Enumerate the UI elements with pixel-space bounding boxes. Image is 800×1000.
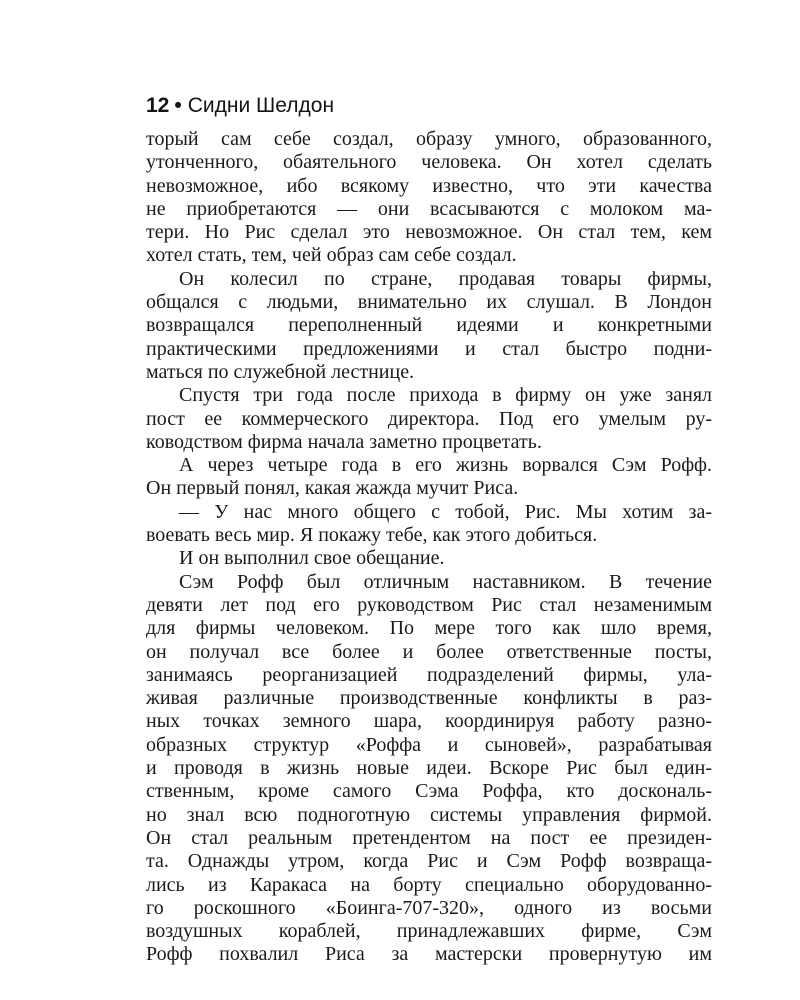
text-line: невозможное, ибо всякому известно, что эти качества: [146, 174, 712, 197]
text-line: Он колесил по стране, продавая товары фирмы,: [179, 267, 712, 290]
text-line: торый сам себе создал, образу умного, образованного,: [146, 128, 712, 150]
text-line: возвращался переполненный идеями и конкретными: [146, 314, 712, 337]
text-line: Рофф похвалил Риса за мастерски провернутую им: [146, 943, 712, 966]
text-line: утонченного, обаятельного человека. Он хотел сделать: [146, 151, 712, 174]
text-line: он получал все более и более ответственные посты,: [146, 640, 712, 663]
text-line: общался с людьми, внимательно их слушал. В Лондон: [146, 291, 712, 314]
text-line: воздушных кораблей, принадлежавших фирме, Сэм: [146, 920, 712, 943]
text-line: образных структур «Роффа и сыновей», разрабатывая: [146, 733, 712, 756]
text-line: пост ее коммерческого директора. Под его умелым ру-: [146, 407, 712, 430]
text-line: хотел стать, тем, чей образ сам себе создал.: [146, 244, 517, 267]
paragraph: [146, 501, 712, 548]
body-text: [146, 128, 712, 967]
running-head: [146, 92, 334, 120]
text-line: но знал всю подноготную системы управления фирмой.: [146, 803, 712, 826]
text-line: лись из Каракаса на борту специально оборудованно-: [146, 873, 712, 896]
text-line: Сэм Рофф был отличным наставником. В течение: [179, 570, 712, 593]
text-line: не приобретаются — они всасываются с молоком ма-: [146, 197, 712, 220]
author-name: Сидни Шелдон: [187, 94, 335, 117]
text-line: Спустя три года после прихода в фирму он уже занял: [179, 384, 712, 407]
text-line: ных точках земного шара, координируя работу разно-: [146, 710, 712, 733]
text-line: занимаясь реорганизацией подразделений фирмы, ула-: [146, 663, 712, 686]
text-line: ственным, кроме самого Сэма Роффа, кто доскональ-: [146, 780, 712, 803]
text-line: Он стал реальным претендентом на пост ее президен-: [146, 826, 712, 849]
text-line: Он первый понял, какая жажда мучит Риса.: [146, 477, 519, 500]
text-line: та. Однажды утром, когда Рис и Сэм Рофф возвраща-: [146, 850, 712, 873]
paragraph: [146, 454, 712, 501]
paragraph: [146, 384, 712, 454]
paragraph: [146, 128, 712, 268]
text-line: маться по служебной лестнице.: [146, 360, 415, 383]
paragraph: [146, 571, 712, 967]
paragraph: [146, 268, 712, 384]
header-separator: •: [174, 94, 182, 117]
text-line: ководством фирма начала заметно процветать.: [146, 430, 542, 453]
text-line: живая различные производственные конфликты в раз-: [146, 687, 712, 710]
text-line: И он выполнил свое обещание.: [179, 547, 445, 570]
text-line: для фирмы человеком. По мере того как шло время,: [146, 617, 712, 640]
text-line: — У нас много общего с тобой, Рис. Мы хотим за-: [179, 500, 712, 523]
text-line: практическими предложениями и стал быстро подни-: [146, 337, 712, 360]
page-number: 12: [146, 94, 170, 117]
paragraph: [146, 547, 712, 570]
text-line: воевать весь мир. Я покажу тебе, как этого добиться.: [146, 524, 598, 547]
text-line: тери. Но Рис сделал это невозможное. Он стал тем, кем: [146, 221, 712, 244]
text-line: и проводя в жизнь новые идеи. Вскоре Рис был един-: [146, 757, 712, 780]
text-line: го роскошного «Боинга-707-320», одного из восьми: [146, 896, 712, 919]
text-line: А через четыре года в его жизнь ворвался Сэм Рофф.: [179, 454, 712, 477]
text-line: девяти лет под его руководством Рис стал незаменимым: [146, 593, 712, 616]
